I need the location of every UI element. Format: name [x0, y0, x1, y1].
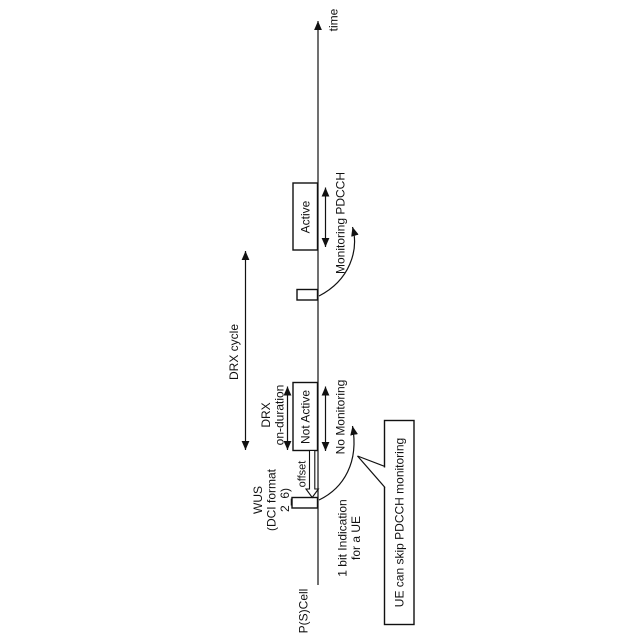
indication-label-line2: for a UE	[349, 515, 363, 561]
wus-label-line1: WUS	[251, 486, 265, 514]
drx-cycle-label: DRX cycle	[227, 323, 241, 381]
on-duration-label-line2: on-duration	[272, 384, 287, 446]
active-label: Active	[298, 200, 313, 234]
offset-label: offset	[296, 460, 309, 488]
wus-occasion-box-1	[292, 498, 318, 509]
on-duration-label-line1: DRX	[259, 402, 273, 428]
monitoring-label: Monitoring PDCCH	[333, 171, 348, 275]
pscell-label: P(S)Cell	[296, 588, 311, 634]
time-axis-label: time	[326, 8, 341, 32]
rotated-diagram-group	[227, 8, 414, 633]
callout-border-gap	[383, 468, 386, 488]
no-monitoring-label: No Monitoring	[333, 379, 348, 455]
callout-label: UE can skip PDCCH monitoring	[392, 437, 407, 608]
wus-occasion-box-2	[297, 290, 318, 301]
not-active-label: Not Active	[298, 389, 313, 445]
wus-label-line3: 2_6)	[278, 487, 292, 513]
wus-label-line2: (DCI format	[264, 468, 279, 532]
indication-label-line1: 1 bit Indication	[335, 499, 350, 577]
